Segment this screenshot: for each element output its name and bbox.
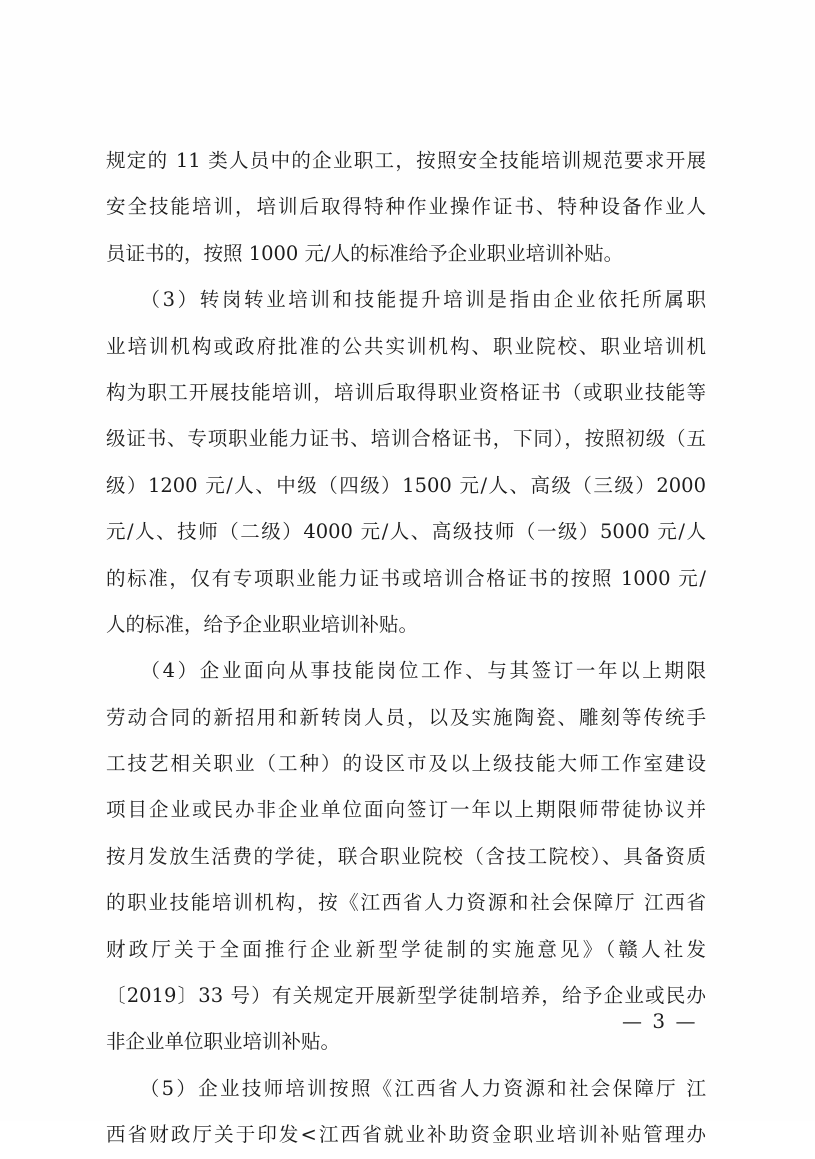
text-line: 的职业技能培训机构，按《江西省人力资源和社会保障厅 江西省 [106, 891, 706, 915]
text-line: 元/人、技师（二级）4000 元/人、高级技师（一级）5000 元/人 [106, 520, 706, 544]
text-line: 规定的 11 类人员中的企业职工，按照安全技能培训规范要求开展 [106, 149, 706, 172]
text-line: 构为职工开展技能培训，培训后取得职业资格证书（或职业技能等 [106, 380, 706, 404]
text-line: 业培训机构或政府批准的公共实训机构、职业院校、职业培训机 [106, 334, 706, 358]
text-line: 西省财政厅关于印发<江西省就业补助资金职业培训补贴管理办 [106, 1123, 706, 1147]
text-line: 人的标准，给予企业职业培训补贴。 [106, 612, 419, 636]
text-line: 〔2019〕33 号）有关规定开展新型学徒制培养，给予企业或民办 [106, 984, 706, 1008]
text-line: 非企业单位职业培训补贴。 [106, 1030, 341, 1054]
text-line: 劳动合同的新招用和新转岗人员，以及实施陶瓷、雕刻等传统手 [106, 705, 706, 729]
text-line: 安全技能培训，培训后取得特种作业操作证书、特种设备作业人 [106, 195, 706, 219]
text-line: （5）企业技师培训按照《江西省人力资源和社会保障厅 江 [106, 1076, 706, 1100]
text-line: 财政厅关于全面推行企业新型学徒制的实施意见》（赣人社发 [106, 937, 706, 961]
text-line: 级）1200 元/人、中级（四级）1500 元/人、高级（三级）2000 [106, 473, 706, 497]
text-line: 员证书的，按照 1000 元/人的标准给予企业职业培训补贴。 [106, 241, 624, 265]
text-line: （4）企业面向从事技能岗位工作、与其签订一年以上期限 [106, 659, 706, 683]
text-line: （3）转岗转业培训和技能提升培训是指由企业依托所属职 [106, 288, 706, 312]
text-line: 的标准，仅有专项职业能力证书或培训合格证书的按照 1000 元/ [106, 566, 706, 590]
text-line: 项目企业或民办非企业单位面向签订一年以上期限师带徒协议并 [106, 798, 706, 822]
page-number: — 3 — [622, 1009, 698, 1033]
text-line: 工技艺相关职业（工种）的设区市及以上级技能大师工作室建设 [106, 752, 706, 776]
body-text [106, 138, 706, 1159]
text-line: 按月发放生活费的学徒，联合职业院校（含技工院校）、具备资质 [106, 844, 706, 868]
text-line: 级证书、专项职业能力证书、培训合格证书，下同），按照初级（五 [106, 427, 706, 451]
